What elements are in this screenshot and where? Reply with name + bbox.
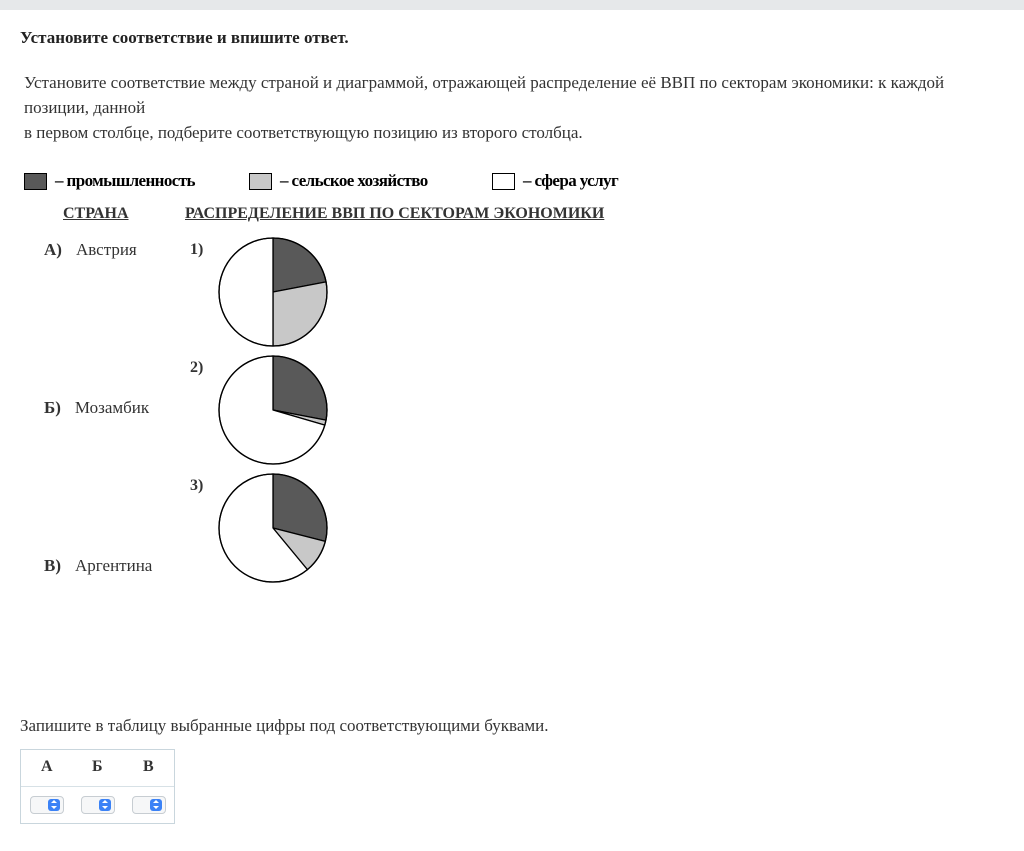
task-text-line: в первом столбце, подберите соответствующую позицию из второго столбца. [24,123,583,142]
answer-table [20,749,175,824]
legend-swatch-agriculture [249,173,272,190]
answer-header-b: Б [92,758,103,775]
pie-chart-2 [217,354,329,466]
answer-header-c: В [143,758,154,775]
pie-slice-services [219,238,273,346]
task-title: Установите соответствие и впишите ответ. [20,28,349,47]
diagram-number: 1) [190,241,204,258]
diagram-number: 3) [190,477,204,494]
legend-swatch-services [492,173,515,190]
chevron-up-down-icon [150,799,162,811]
legend-label: – сфера услуг [523,171,619,190]
answer-select-c[interactable] [132,796,166,814]
answer-select-b[interactable] [81,796,115,814]
pie-slice-agriculture [273,282,327,346]
country-item-c [44,556,152,576]
column-header-country: СТРАНА [63,205,129,222]
legend-swatch-industry [24,173,47,190]
diagram-number: 2) [190,359,204,376]
chevron-up-down-icon [99,799,111,811]
task-text [24,70,1014,145]
legend-label: – промышленность [55,171,195,190]
country-name: Аргентина [75,556,153,575]
country-item-b [44,398,149,418]
country-name: Мозамбик [74,398,150,417]
pie-chart-1 [217,236,329,348]
task-text-line: позиции, данной [24,98,146,117]
country-letter: А) [44,240,62,259]
task-text-line: Установите соответствие между страной и диаграммой, отражающей распределение её ВВП по секторам экономики: к каждой [24,73,945,92]
answer-prompt: Запишите в таблицу выбранные цифры под соответствующими буквами. [20,716,549,735]
country-letter: Б) [44,398,61,417]
chevron-up-down-icon [48,799,60,811]
answer-header-a: А [41,758,53,775]
country-name: Австрия [75,240,137,259]
country-letter: В) [44,556,61,575]
column-header-distribution: РАСПРЕДЕЛЕНИЕ ВВП ПО СЕКТОРАМ ЭКОНОМИКИ [185,205,605,222]
top-bar [0,0,1024,10]
pie-chart-3 [217,472,329,584]
country-item-a [44,240,137,260]
legend-label: – сельское хозяйство [280,171,428,190]
pie-slice-industry [273,356,327,420]
table-divider [21,786,174,787]
answer-select-a[interactable] [30,796,64,814]
